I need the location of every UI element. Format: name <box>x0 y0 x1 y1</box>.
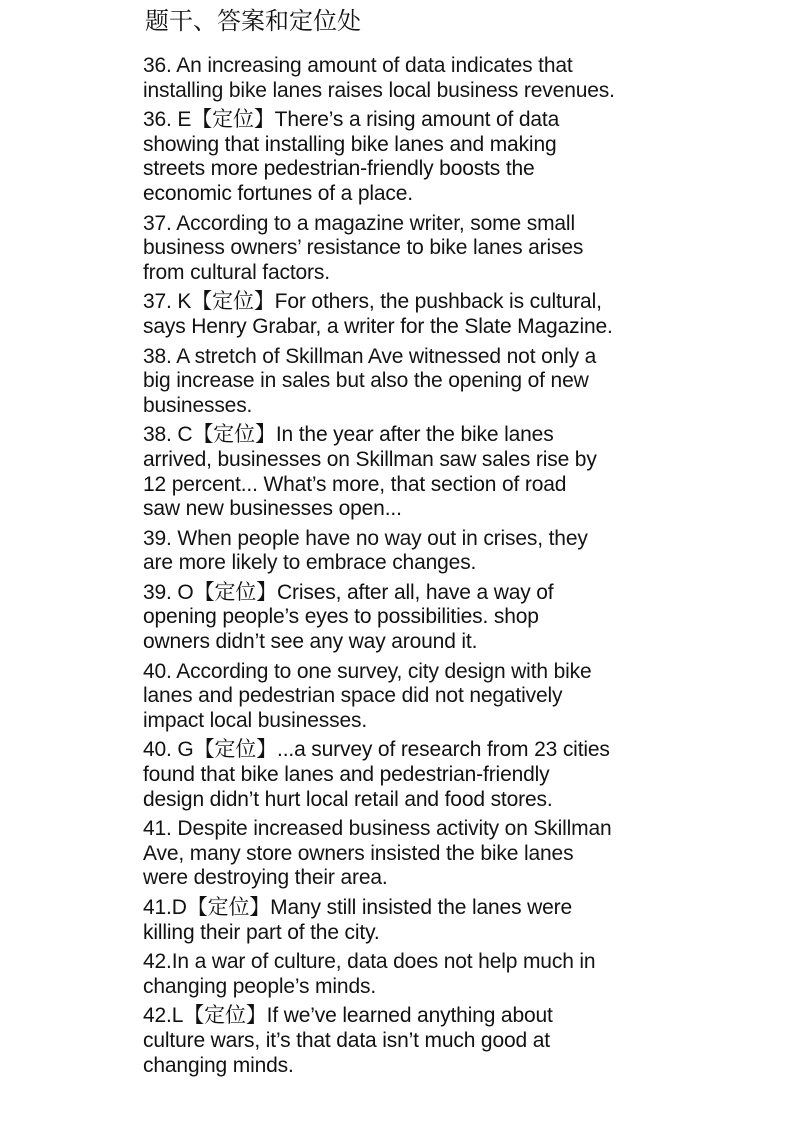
statement-42: 42.In a war of culture, data does not help much in changing people’s minds. <box>143 950 596 998</box>
statement-36: 36. An increasing amount of data indicates that installing bike lanes raises local business revenues. <box>143 54 615 102</box>
statement-41: 41. Despite increased business activity on Skillman Ave, many store owners insisted the bike lanes were destroying their area. <box>143 817 612 890</box>
statement-37: 37. According to a magazine writer, some small business owners’ resistance to bike lanes arises from cultural factors. <box>143 211 584 284</box>
answer-41-location: 41.D【定位】Many still insisted the lanes were killing their part of the city. <box>143 896 573 944</box>
statement-38: 38. A stretch of Skillman Ave witnessed not only a big increase in sales but also the opening of new businesses. <box>143 344 597 417</box>
answer-36-location: 36. E【定位】There’s a rising amount of data showing that installing bike lanes and making streets more pedestrian-friendly boosts the economic fortunes of a place. <box>143 108 560 205</box>
answer-38-location: 38. C【定位】In the year after the bike lanes arrived, businesses on Skillman saw sales rise by 12 percent... What’s more, that section of road saw new businesses open... <box>143 423 597 521</box>
answer-37-location: 37. K【定位】For others, the pushback is cultural, says Henry Grabar, a writer for the Slate Magazine. <box>143 290 613 338</box>
statement-40: 40. According to one survey, city design with bike lanes and pedestrian space did not negatively impact local businesses. <box>143 659 592 732</box>
answer-42-location: 42.L【定位】If we’ve learned anything about culture wars, it’s that data isn’t much good at changing minds. <box>143 1004 553 1077</box>
page-title: 题干、答案和定位处 <box>145 7 361 35</box>
answer-40-location: 40. G【定位】...a survey of research from 23 cities found that bike lanes and pedestrian-friendly design didn’t hurt local retail and food stores. <box>143 738 610 811</box>
statement-39: 39. When people have no way out in crises, they are more likely to embrace changes. <box>143 526 588 575</box>
answer-39-location: 39. O【定位】Crises, after all, have a way of opening people’s eyes to possibilities. shop owners didn’t see any way around it. <box>143 580 554 654</box>
question-answer-list <box>143 54 783 1083</box>
